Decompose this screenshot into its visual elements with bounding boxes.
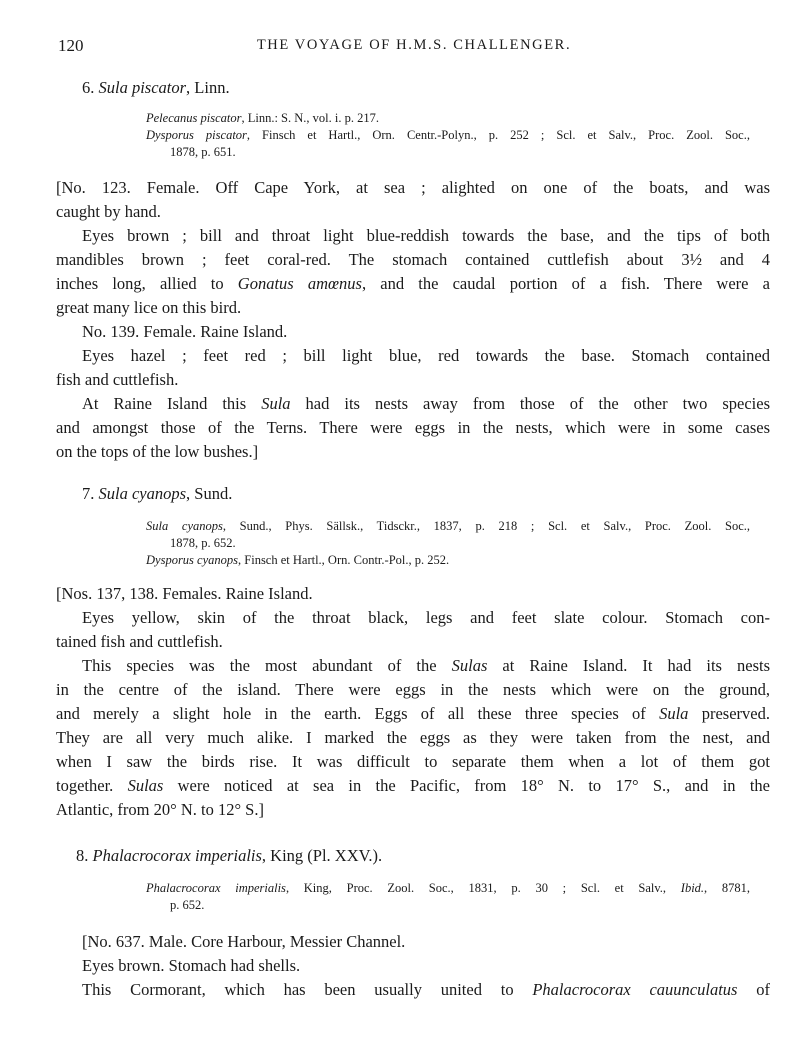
note-line: They are all very much alike. I marked the eggs as they were taken from the nest, and <box>56 728 770 747</box>
species-authority: , Sund. <box>186 484 233 503</box>
note-line: Atlantic, from 20° N. to 12° S.] <box>56 800 264 819</box>
species-name: Sula cyanops <box>98 484 187 503</box>
taxon-name: Gonatus amœnus <box>237 274 362 293</box>
synonym-line <box>146 110 750 127</box>
species-heading-7 <box>82 484 232 504</box>
note-text: , and the caudal portion of a fish. There were a <box>361 274 770 293</box>
synonym-ref: , 8781, <box>704 881 751 895</box>
note-line <box>56 702 770 726</box>
note-text: This species was the most abundant of the <box>82 656 452 675</box>
note-line <box>56 272 770 296</box>
note-line: Eyes hazel ; feet red ; bill light blue, red towards the base. Stomach contained <box>82 346 770 365</box>
field-notes-6 <box>56 176 770 464</box>
field-notes-7 <box>56 582 770 822</box>
note-text: of <box>737 980 770 999</box>
note-line: great many lice on this bird. <box>56 298 242 317</box>
species-name: Sula piscator <box>98 78 187 97</box>
species-number: 6. <box>82 78 95 97</box>
note-line <box>56 654 770 678</box>
synonym-name: Dysporus cyanops <box>146 553 239 567</box>
note-line: when I saw the birds rise. It was difficult to separate them when a lot of them got <box>56 752 770 771</box>
synonym-line <box>146 127 750 144</box>
running-header <box>58 36 770 56</box>
species-number: 8. <box>76 846 89 865</box>
taxon-name: Sula <box>261 394 291 413</box>
synonym-line <box>146 518 750 535</box>
synonym-ref-cont: p. 652. <box>170 898 205 912</box>
note-line: Eyes brown. Stomach had shells. <box>82 956 301 975</box>
note-line: tained fish and cuttlefish. <box>56 632 223 651</box>
note-line: and amongst those of the Terns. There were eggs in the nests, which were in some cases <box>56 418 770 437</box>
taxon-name: Sulas <box>451 656 488 675</box>
taxon-name: Sulas <box>127 776 164 795</box>
note-line: [No. 123. Female. Off Cape York, at sea ; alighted on one of the boats, and was <box>56 178 770 197</box>
synonym-line <box>146 552 750 569</box>
note-line: in the centre of the island. There were eggs in the nests which were on the ground, <box>56 680 770 699</box>
note-line <box>56 978 770 1002</box>
synonym-name: Sula cyanops <box>146 519 223 533</box>
note-text: At Raine Island this <box>82 394 262 413</box>
species-number: 7. <box>82 484 95 503</box>
synonym-line <box>146 880 750 897</box>
species-name: Phalacrocorax imperialis <box>92 846 262 865</box>
note-text: had its nests away from those of the other two species <box>290 394 770 413</box>
synonym-ref: , Sund., Phys. Sällsk., Tidsckr., 1837, p. 218 ; Scl. et Salv., Proc. Zool. Soc., <box>222 519 750 533</box>
note-text: inches long, allied to <box>56 274 238 293</box>
species-authority: , Linn. <box>186 78 230 97</box>
note-line <box>56 774 770 798</box>
note-text: and merely a slight hole in the earth. Eggs of all these three species of <box>56 704 660 723</box>
taxon-name: Sula <box>659 704 689 723</box>
synonym-name: Phalacrocorax imperialis <box>146 881 286 895</box>
running-title: THE VOYAGE OF H.M.S. CHALLENGER. <box>256 37 572 53</box>
note-line: caught by hand. <box>56 202 161 221</box>
note-text: together. <box>56 776 128 795</box>
species-heading-6 <box>82 78 230 98</box>
synonymy-6 <box>146 110 750 161</box>
note-line: [Nos. 137, 138. Females. Raine Island. <box>56 584 313 603</box>
note-line <box>56 392 770 416</box>
synonym-ref-cont: 1878, p. 652. <box>170 536 236 550</box>
note-line: mandibles brown ; feet coral-red. The stomach contained cuttlefish about 3½ and 4 <box>56 250 770 269</box>
species-heading-8 <box>76 846 382 866</box>
note-line: No. 139. Female. Raine Island. <box>82 322 288 341</box>
note-line: fish and cuttlefish. <box>56 370 179 389</box>
synonymy-7 <box>146 518 750 569</box>
taxon-name: Phalacrocorax cauunculatus <box>532 980 738 999</box>
note-text: were noticed at sea in the Pacific, from 18° N. to 17° S., and in the <box>163 776 770 795</box>
page-number: 120 <box>58 36 84 55</box>
synonym-name: Dysporus piscator <box>146 128 247 142</box>
synonym-ref: , Linn.: S. N., vol. i. p. 217. <box>241 111 379 125</box>
synonymy-8 <box>146 880 750 914</box>
field-notes-8 <box>56 930 770 1002</box>
synonym-ref: , King, Proc. Zool. Soc., 1831, p. 30 ; Scl. et Salv., <box>285 881 681 895</box>
species-authority: , King (Pl. XXV.). <box>261 846 383 865</box>
synonym-ibid: Ibid. <box>680 881 705 895</box>
note-text: preserved. <box>688 704 770 723</box>
synonym-name: Pelecanus piscator <box>146 111 242 125</box>
note-line: Eyes brown ; bill and throat light blue-reddish towards the base, and the tips of both <box>82 226 770 245</box>
note-text: at Raine Island. It had its nests <box>487 656 770 675</box>
note-line: [No. 637. Male. Core Harbour, Messier Channel. <box>82 932 406 951</box>
note-line: Eyes yellow, skin of the throat black, legs and feet slate colour. Stomach con- <box>82 608 770 627</box>
synonym-ref-cont: 1878, p. 651. <box>170 145 236 159</box>
synonym-ref: , Finsch et Hartl., Orn. Centr.-Polyn., p. 252 ; Scl. et Salv., Proc. Zool. Soc., <box>246 128 750 142</box>
note-text: This Cormorant, which has been usually united to <box>82 980 533 999</box>
synonym-ref: , Finsch et Hartl., Orn. Contr.-Pol., p. 252. <box>238 553 450 567</box>
note-line: on the tops of the low bushes.] <box>56 442 259 461</box>
